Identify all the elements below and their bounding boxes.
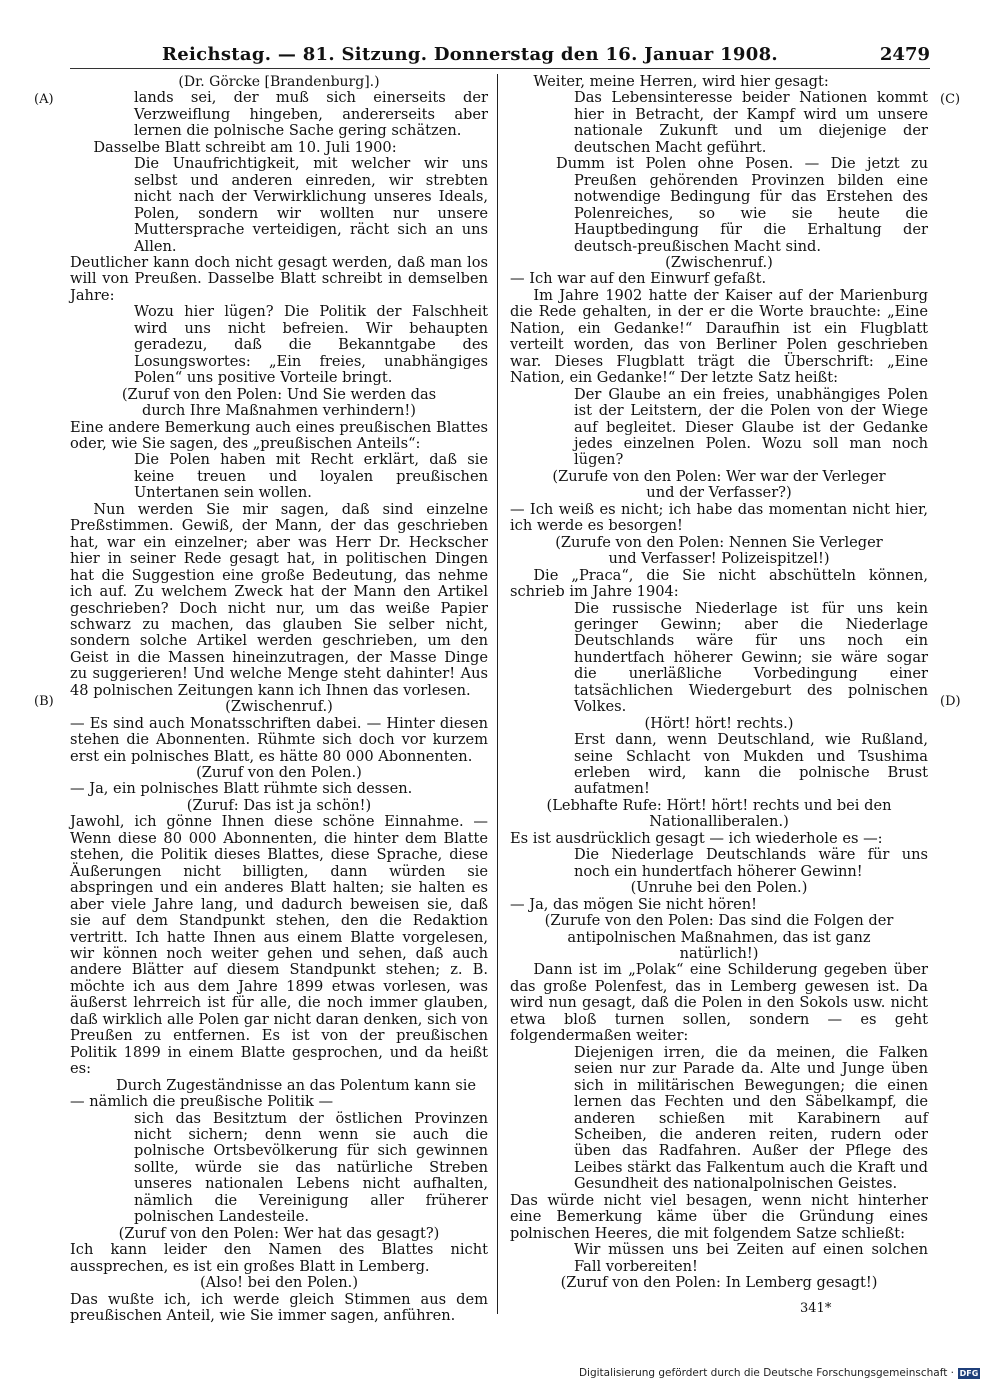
interjection: (Zuruf von den Polen: Und Sie werden das durch Ihre Maßnahmen verhindern!): [121, 385, 437, 420]
interjection: (Hört! hört! rechts.): [644, 714, 794, 732]
quoted-passage: Der Glaube an ein freies, unabhängiges Polen ist der Leitstern, der die Polen von der Wiege auf begleitet. Dieser Glaube ist der Gedanke jedes einzelnen Polen. Wozu soll man noch lügen?: [574, 385, 928, 469]
paragraph: — Ja, ein polnisches Blatt rühmte sich dessen.: [70, 780, 413, 798]
paragraph: (Dr. Görcke [Brandenburg].): [178, 74, 380, 90]
running-title: Reichstag. — 81. Sitzung. Donnerstag den 16. Januar 1908.: [162, 44, 778, 65]
quoted-passage: Dumm ist Polen ohne Posen. — Die jetzt zu Preußen gehörenden Provinzen bilden eine notwendige Bedingung für das Erstehen des Polenreiches, so wie sie heute die Hauptbedingung für die Erhaltung der deutsch-preußischen Macht sind.: [556, 155, 928, 255]
margin-letter-c: (C): [940, 92, 961, 107]
interjection: (Zurufe von den Polen: Das sind die Folgen der antipolnischen Maßnahmen, das ist ganz natürlich!): [544, 912, 894, 963]
interjection: (Zuruf von den Polen.): [196, 764, 362, 782]
paragraph: — Ja, das mögen Sie nicht hören!: [510, 895, 758, 913]
paragraph: Eine andere Bemerkung auch eines preußischen Blattes oder, wie Sie sagen, des „preußischen Anteils“:: [70, 418, 488, 452]
quoted-passage: Die Unaufrichtigkeit, mit welcher wir uns selbst und anderen einreden, wir strebten nicht nach der Verwirklichung unseres Ideals, Polen, sondern wir wollten nur unsere Muttersprache verteidigen, rächt sich an uns Allen.: [134, 155, 488, 255]
page-header: [70, 44, 930, 69]
footer-text: Digitalisierung gefördert durch die Deutsche Forschungsgemeinschaft ·: [578, 1367, 954, 1379]
paragraph: Dasselbe Blatt schreibt am 10. Juli 1900:: [93, 138, 397, 156]
paragraph: Ich kann leider den Namen des Blattes nicht aussprechen, es ist ein großes Blatt in Lemberg.: [70, 1241, 488, 1275]
quoted-passage: Erst dann, wenn Deutschland, wie Rußland, seine Schlacht von Mukden und Tsushima erleben wird, kann die polnische Brust aufatmen!: [574, 731, 928, 798]
quoted-passage: lands sei, der muß sich einerseits der Verzweiflung hingeben, andererseits aber lernen die polnische Sache gering schätzen.: [134, 89, 488, 140]
paragraph: Es ist ausdrücklich gesagt — ich wiederhole es —:: [510, 829, 883, 847]
sheet-signature: 341*: [800, 1301, 832, 1316]
paragraph: Nun werden Sie mir sagen, daß sind einzelne Preßstimmen. Gewiß, der Mann, der das geschrieben hat, war ein einzelner; aber was Herr Dr. Heckscher hier in seiner Rede gesagt hat, in politischen Dingen hat die Suggestion eine große Bedeutung, das nehme ich auf. Zu welchem Zweck hat der Mann den Artikel geschrieben? Doch nicht nur, um das weiße Papier schwarz zu machen, das glauben Sie selber nicht, sondern solche Artikel werden geschrieben, um den Geist in die Massen hineinzutragen, der Masse Dinge zu suggerieren! Und welche Menge steht dahinter! Aus 48 polnischen Zeitungen kann ich Ihnen das vorlesen.: [70, 500, 488, 699]
interjection: (Zwischenruf.): [665, 253, 773, 271]
dfg-logo: DFG: [959, 1368, 979, 1378]
interjection: (Zurufe von den Polen: Wer war der Verleger und der Verfasser?): [552, 467, 886, 502]
quoted-passage: sich das Besitztum der östlichen Provinzen nicht sichern; denn wenn sie auch die polnische Ortsbevölkerung für sich gewinnen sollte, würde sie das natürliche Streben unseres nationalen Lebens nicht aufhalten, nämlich die Vereinigung aller früherer polnischen Landesteile.: [134, 1109, 488, 1226]
quoted-passage: Wozu hier lügen? Die Politik der Falschheit wird uns nicht befreien. Wir behaupten geradezu, daß die Bekanntgabe des Losungswortes: „Ein freies, unabhängiges Polen“ uns positive Vorteile bringt.: [134, 303, 488, 387]
paragraph: Das wußte ich, ich werde gleich Stimmen aus dem preußischen Anteil, wie Sie immer sagen, anführen.: [70, 1290, 488, 1324]
right-column: [510, 74, 928, 1292]
interjection: (Unruhe bei den Polen.): [630, 879, 808, 897]
interjection: (Zwischenruf.): [225, 698, 333, 716]
margin-letter-a: (A): [34, 92, 54, 107]
interjection: (Lebhafte Rufe: Hört! hört! rechts und bei den Nationalliberalen.): [546, 796, 892, 831]
left-column: [70, 74, 488, 1324]
paragraph: Weiter, meine Herren, wird hier gesagt:: [533, 73, 829, 90]
interjection: (Also! bei den Polen.): [199, 1274, 359, 1292]
paragraph: — Ich war auf den Einwurf gefaßt.: [510, 270, 767, 288]
quoted-passage: Die Polen haben mit Recht erklärt, daß sie keine treuen und loyalen preußischen Untertanen sein wollen.: [134, 451, 488, 502]
paragraph: — nämlich die preußische Politik —: [70, 1093, 334, 1111]
margin-letter-b: (B): [34, 694, 54, 709]
paragraph: Im Jahre 1902 hatte der Kaiser auf der Marienburg die Rede gehalten, in der er die Worte brauchte: „Eine Nation, ein Gedanke!“ Daraufhin ist ein Flugblatt verteilt worden, das von Berliner Polen geschrieben war. Dieses Flugblatt trägt die Überschrift: „Eine Nation, ein Gedanke!“ Der letzte Satz heißt:: [510, 286, 928, 387]
interjection: (Zurufe von den Polen: Nennen Sie Verleger und Verfasser! Polizeispitzel!): [555, 533, 883, 568]
quoted-passage: Das Lebensinteresse beider Nationen kommt hier in Betracht, der Kampf wird um unsere nationale Zukunft und um diejenige der deutschen Macht geführt.: [574, 89, 928, 156]
column-divider: [497, 74, 498, 1314]
paragraph: — Ich weiß es nicht; ich habe das momentan nicht hier, ich werde es besorgen!: [510, 500, 928, 535]
footer-credit: [579, 1366, 980, 1380]
interjection: (Zuruf von den Polen: Wer hat das gesagt?): [118, 1224, 440, 1242]
quoted-passage: Durch Zugeständnisse an das Polentum kann sie: [116, 1076, 477, 1094]
quoted-passage: Wir müssen uns bei Zeiten auf einen solchen Fall vorbereiten!: [574, 1241, 928, 1275]
paragraph: Die „Praca“, die Sie nicht abschütteln können, schrieb im Jahre 1904:: [510, 566, 928, 601]
quoted-passage: Die Niederlage Deutschlands wäre für uns noch ein hundertfach höherer Gewinn!: [574, 846, 928, 880]
paragraph: Jawohl, ich gönne Ihnen diese schöne Einnahme. — Wenn diese 80 000 Abonnenten, die hinter dem Blatte stehen, die Politik dieses Blattes, diese Sprache, diese Äußerungen nicht billigten, dann würden sie abspringen und ein anderes Blatt halten; sie halten es aber viele Jahre lang, und dadurch beweisen sie, daß sie auf dem Standpunkt stehen, den die Redaktion vertritt. Ich hatte Ihnen aus einem Blatte vorgelesen, wir können noch weiter gehen und sehen, daß auch andere Blätter auf diesem Standpunkt stehen; z. B. möchte ich aus dem Jahre 1899 etwas vorlesen, was äußerst lehrreich ist für alle, die noch immer glauben, daß wirklich alle Polen gar nicht daran denken, sich von Preußen zu entfernen. Es ist von der preußischen Politik 1899 in einem Blatte gesprochen, und da heißt es:: [70, 813, 488, 1078]
quoted-passage: Die russische Niederlage ist für uns kein geringer Gewinn; aber die Niederlage Deutschlands wäre für uns noch ein hundertfach höherer Gewinn; sie wäre sogar die unerläßliche Vorbedingung einer tatsächlichen Wiedergeburt des polnischen Volkes.: [574, 599, 928, 716]
paragraph: Deutlicher kann doch nicht gesagt werden, daß man los will von Preußen. Dasselbe Blatt schreibt in demselben Jahre:: [70, 253, 488, 304]
interjection: (Zuruf von den Polen: In Lemberg gesagt!): [560, 1274, 878, 1292]
interjection: (Zuruf: Das ist ja schön!): [186, 796, 372, 814]
quoted-passage: Diejenigen irren, die da meinen, die Falken seien nur zur Parade da. Alte und Junge üben sich in militärischen Bewegungen; die einen lernen das Fechten und den Säbelkampf, die anderen schießen mit Karabinern auf Scheiben, die anderen reiten, rudern oder üben das Radfahren. Außer der Pflege des Leibes stärkt das Falkentum auch die Kraft und Gesundheit des nationalpolnischen Geistes.: [574, 1043, 928, 1193]
paragraph: — Es sind auch Monatsschriften dabei. — Hinter diesen stehen die Abonnenten. Rühmte sich doch vor kurzem erst ein polnisches Blatt, es hätte 80 000 Abonnenten.: [70, 714, 488, 765]
paragraph: Das würde nicht viel besagen, wenn nicht hinterher eine Bemerkung käme über die Gründung eines polnischen Heeres, die mit folgendem Satze schließt:: [510, 1191, 928, 1242]
page-number: 2479: [879, 44, 930, 65]
paragraph: Dann ist im „Polak“ eine Schilderung gegeben über das große Polenfest, das in Lemberg gewesen ist. Da wird nun gesagt, daß die Polen in den Sokols usw. nicht etwa bloß turnen sollen, sondern — es geht folgendermaßen weiter:: [510, 961, 928, 1045]
margin-letter-d: (D): [940, 694, 961, 709]
